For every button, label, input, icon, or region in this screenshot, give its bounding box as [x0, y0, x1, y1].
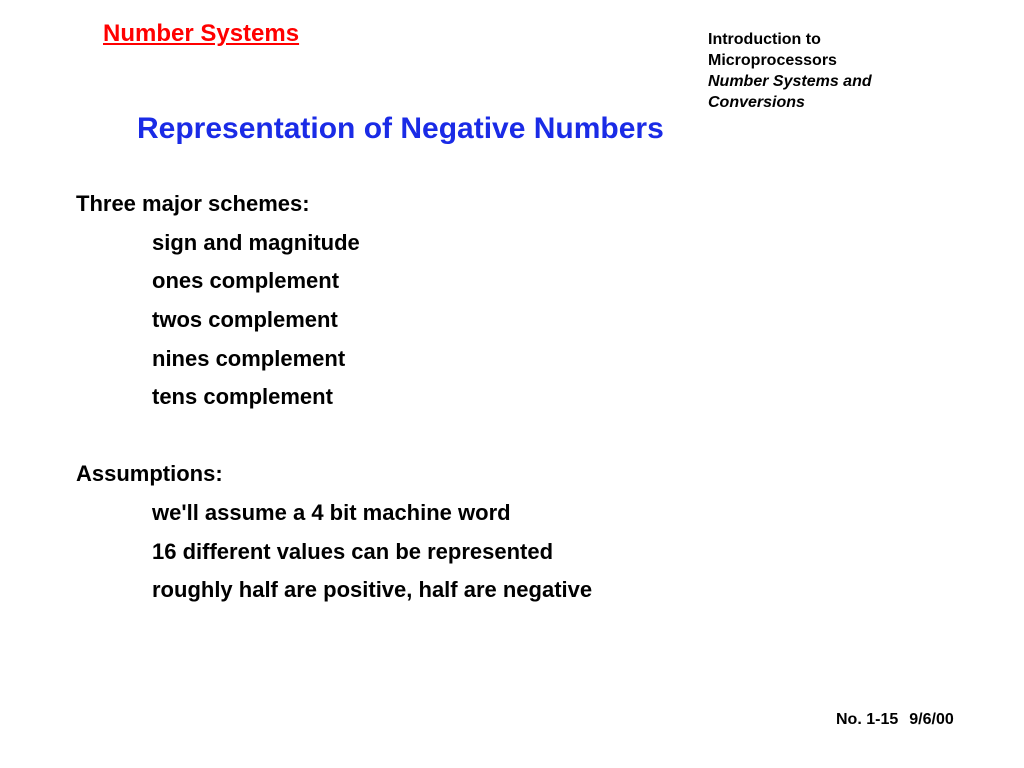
slide-footer — [836, 711, 954, 729]
scheme-item: tens complement — [152, 384, 333, 410]
course-info — [708, 29, 872, 113]
scheme-item: nines complement — [152, 345, 346, 371]
topic-line: Conversions — [708, 94, 805, 111]
schemes-heading: Three major schemes: — [76, 191, 310, 216]
assumption-item: roughly half are positive, half are negative — [152, 577, 593, 603]
slide-content — [76, 189, 592, 614]
spacer — [76, 421, 592, 459]
section-title: Number Systems — [103, 20, 300, 47]
assumptions-heading: Assumptions: — [76, 461, 223, 487]
scheme-item: twos complement — [152, 307, 338, 333]
assumption-item: we'll assume a 4 bit machine word — [152, 499, 511, 525]
assumption-item: 16 different values can be represented — [152, 538, 554, 564]
slide-number: No. 1-15 — [836, 711, 899, 728]
slide-title: Representation of Negative Numbers — [137, 112, 664, 145]
course-line: Introduction to — [708, 31, 821, 48]
course-line: Microprocessors — [708, 52, 837, 69]
slide-date: 9/6/00 — [909, 711, 954, 728]
scheme-item: ones complement — [152, 268, 340, 294]
scheme-item: sign and magnitude — [152, 229, 360, 255]
topic-line: Number Systems and — [708, 73, 872, 90]
